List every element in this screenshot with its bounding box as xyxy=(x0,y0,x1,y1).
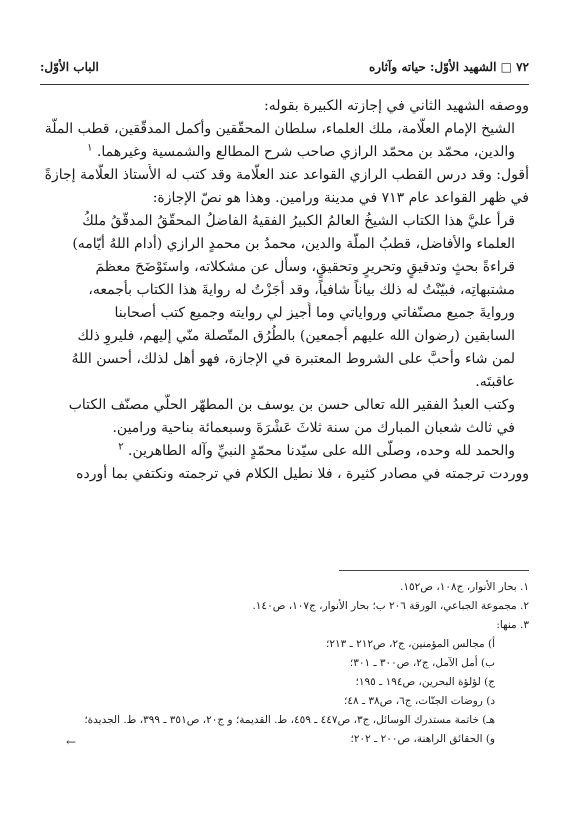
quoted-line: مشتبهاتِه، فبيّنْتُ له ذلك بياناً شافياً، وقد أجَزْتُ له روايةَ هذا الكتاب بأجمعه، xyxy=(88,282,515,298)
quoted-line: قراءةً بحثٍ وتدقيقٍ وتحريرٍ وتحقيقٍ، وسأل عن مشكلاته، واستَوْضَحَ معظمَ xyxy=(95,259,515,275)
body-line: ووصفه الشهيد الثاني في إجازته الكبيرة بقوله: xyxy=(263,98,529,114)
body-line: أقول: وقد درس القطب الرازي القواعد عند العلّامة وقد كتب له الأُستاذ العلّامة إجازةً xyxy=(44,167,529,183)
footnote-subitem: د) روضات الجنّات، ج٦، ص٣٨ ـ ٤٨؛ xyxy=(344,695,495,707)
footnote-subitem: و) الحقائق الراهنة، ص٢٠٠ ـ ٢٠٢؛ xyxy=(350,733,495,745)
footnote-subitem: ب) أمل الآمل، ج٢، ص٣٠٠ ـ ٣٠١؛ xyxy=(349,657,495,669)
quoted-line: في ثالث شعبان المبارك من سنة ثلاثَ عَشْرَةَ وسبعمائة بناحية ورامين. xyxy=(112,420,515,436)
body-line-text: والدين، محمّد بن محمّد الرازي صاحب شرح المطالع والشمسية وغيرهما. xyxy=(96,144,515,160)
footnote-item: ٢. مجموعة الجباعي، الورقة ٢٠٦ ب؛ بحار الأنوار، ج١٠٧، ص١٤٠. xyxy=(252,600,529,612)
footnote-subitem: أ) مجالس المؤمنين، ج٢، ص٢١٢ ـ ٢١٣؛ xyxy=(326,638,495,650)
header-chapter: الباب الأوّل: xyxy=(40,60,99,74)
quoted-line xyxy=(42,440,529,463)
footnote-item: ١. بحار الأنوار، ج١٠٨، ص١٥٢. xyxy=(400,581,529,593)
body-line xyxy=(42,141,529,164)
continue-arrow-icon: ← xyxy=(66,735,77,749)
footnotes xyxy=(42,578,529,749)
footnote-subitem: ج) لؤلؤة البحرين، ص١٩٤ ـ ١٩٥؛ xyxy=(355,676,495,688)
body-line: في ظهر القواعد عام ٧١٣ في مدينة ورامين. وهذا هو نصّ الإجازة: xyxy=(152,190,529,206)
footnote-subitem: هـ) خاتمة مستدرك الوسائل، ج٣، ص٤٤٧ ـ ٤٥٩، ط. القديمة؛ و ج٢٠، ص٣٥١ ـ ٣٩٩، ط. الجديدة؛ xyxy=(84,714,495,726)
body-text xyxy=(42,95,529,486)
quoted-line: العلماء والأفاضل، قطبُ الملّة والدين، محمدُ بن محمدٍ الرازي (أدام اللهُ أيّامه) xyxy=(72,236,515,252)
body-line-text: والحمد لله وحده، وصلّى الله على سيّدنا محمّدٍ النبيِّ وآله الطاهرين. xyxy=(128,443,515,459)
footnote-ref: ١ xyxy=(87,142,93,154)
header-divider xyxy=(40,84,529,85)
quoted-line: السابقين (رضوان الله عليهم أجمعين) بالطُرُق المتّصلة منّي إليهم، فليروِ ذلك xyxy=(77,328,515,344)
quoted-line: وروايةَ جميع مصنّفاتي ورواياتي وما أُجيز لي روايته وجميع كتب أصحابنا xyxy=(114,305,515,321)
footnote-ref: ٢ xyxy=(118,441,124,453)
quoted-line: وكتب العبدُ الفقير الله تعالى حسن بن يوسف بن المطهّر الحلّي مصنّف الكتاب xyxy=(68,397,515,413)
running-header xyxy=(40,60,529,82)
body-line: الشيخ الإمام العلّامة، ملك العلماء، سلطان المحقّقين وأكمل المدقّقين، قطب الملّة xyxy=(44,121,515,137)
header-page-info: ٧٢ □ الشهيد الأوّل: حياته وآثاره xyxy=(368,60,529,74)
body-line: ووردت ترجمته في مصادر كثيرة ، فلا نطيل الكلام في ترجمته ونكتفي بما أورده xyxy=(76,466,529,482)
quoted-line: لمن شاء وأحبَّ على الشروط المعتبرة في الإجازة، فهو أهل لذلك، أحسن اللهُ xyxy=(71,351,515,367)
footnote-item: ٣. منها: xyxy=(496,619,529,631)
quoted-line: عاقبتَه. xyxy=(475,374,515,390)
quoted-line: قرأ عليَّ هذا الكتاب الشيخُ العالمُ الكبيرُ الفقيهُ الفاضلُ المحقّقُ المدقّقُ ملكُ xyxy=(82,213,515,229)
footnote-divider xyxy=(339,570,529,571)
